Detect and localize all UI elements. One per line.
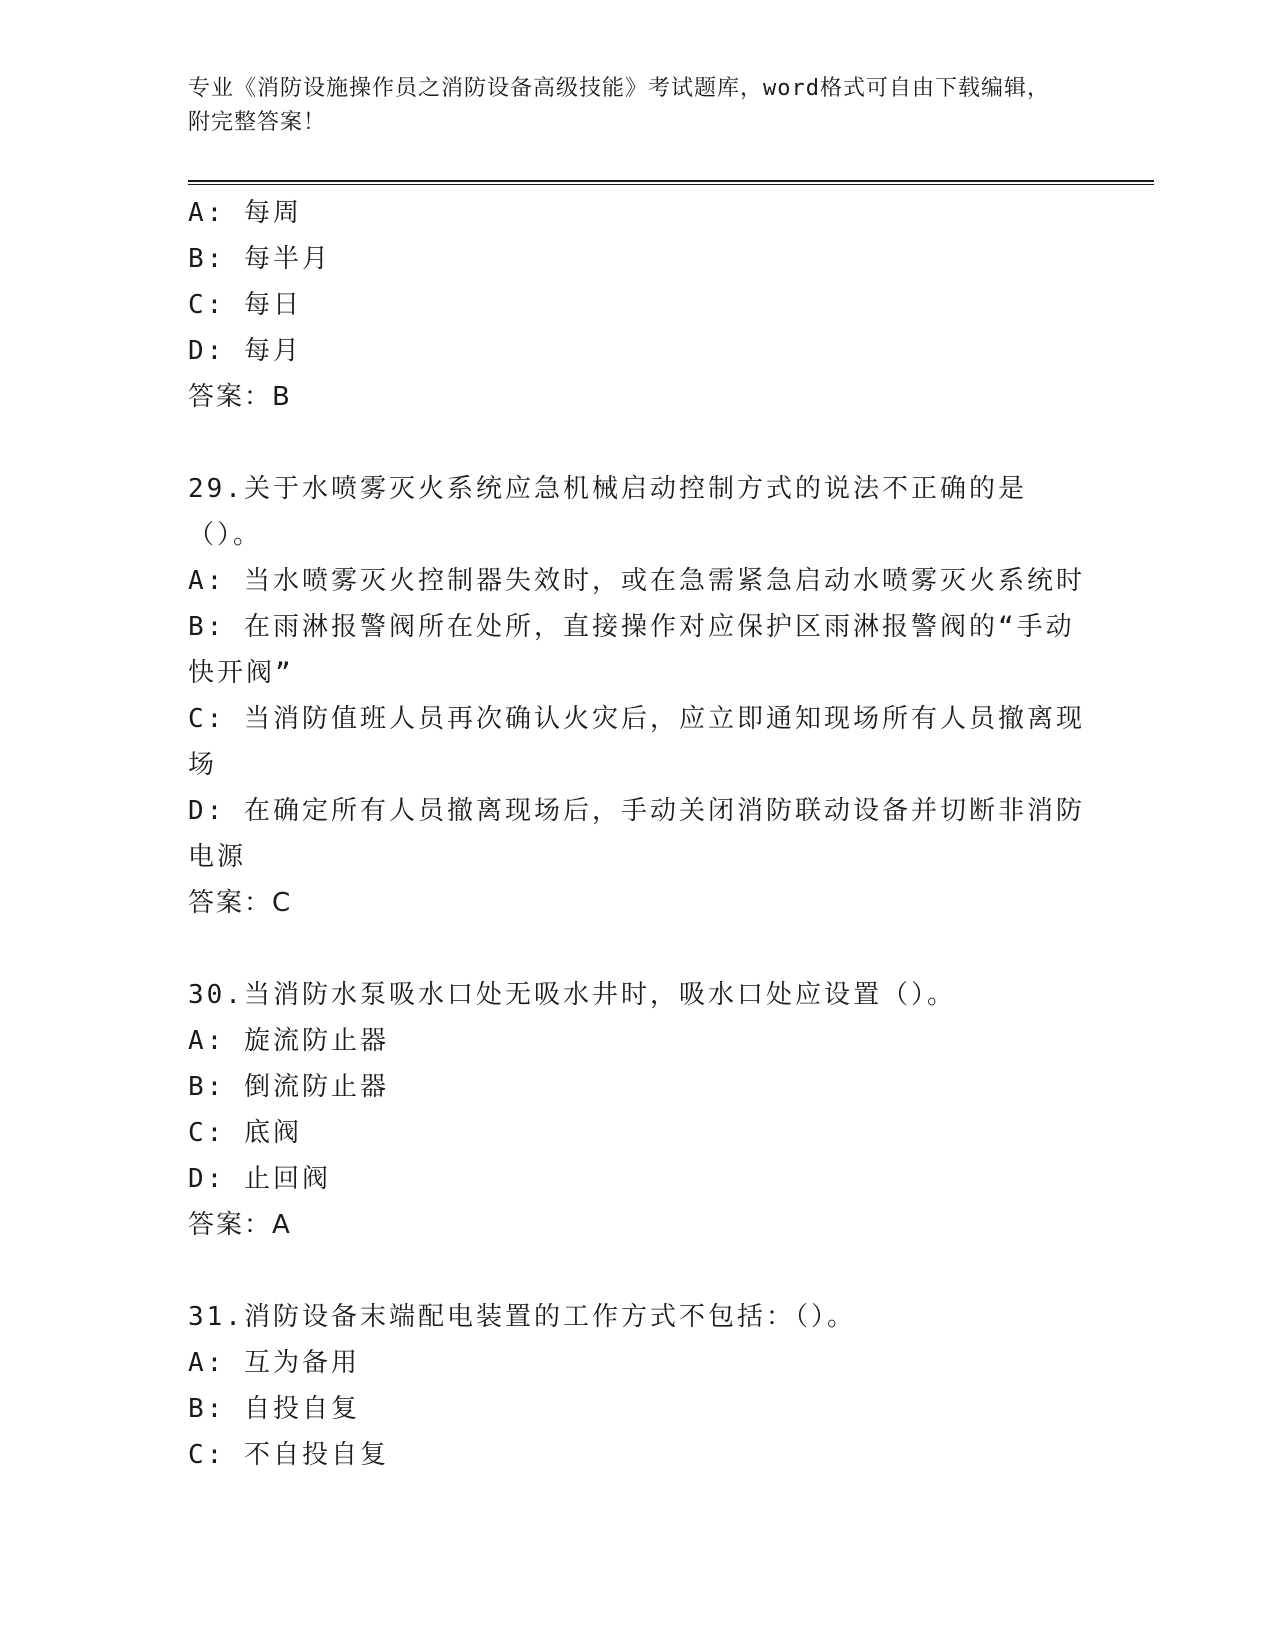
option-c: C: 当消防值班人员再次确认火灾后，应立即通知现场所有人员撤离现场 bbox=[188, 704, 1085, 780]
option-d: D: 每月 bbox=[188, 336, 302, 366]
option-b: B: 倒流防止器 bbox=[188, 1072, 389, 1102]
option-b: B: 每半月 bbox=[188, 244, 331, 274]
question-stem: 30.当消防水泵吸水口处无吸水井时，吸水口处应设置（）。 bbox=[188, 980, 956, 1010]
answer: 答案：A bbox=[188, 1210, 292, 1240]
question-29 bbox=[188, 466, 1088, 926]
answer: 答案：C bbox=[188, 888, 293, 918]
option-a: A: 当水喷雾灭火控制器失效时，或在急需紧急启动水喷雾灭火系统时 bbox=[188, 566, 1085, 596]
question-30 bbox=[188, 972, 1088, 1248]
question-stem: 31.消防设备末端配电装置的工作方式不包括：（）。 bbox=[188, 1302, 856, 1332]
question-28 bbox=[188, 190, 1088, 420]
option-c: C: 底阀 bbox=[188, 1118, 302, 1148]
answer: 答案：B bbox=[188, 382, 292, 412]
question-list bbox=[188, 190, 1088, 1478]
option-c: C: 每日 bbox=[188, 290, 302, 320]
spacer bbox=[188, 1248, 1088, 1294]
question-stem: 29.关于水喷雾灭火系统应急机械启动控制方式的说法不正确的是（）。 bbox=[188, 474, 1027, 550]
spacer bbox=[188, 420, 1088, 466]
option-a: A: 互为备用 bbox=[188, 1348, 360, 1378]
option-a: A: 旋流防止器 bbox=[188, 1026, 389, 1056]
header-divider bbox=[188, 180, 1154, 182]
option-b: B: 在雨淋报警阀所在处所，直接操作对应保护区雨淋报警阀的“手动快开阀” bbox=[188, 612, 1075, 688]
option-d: D: 在确定所有人员撤离现场后，手动关闭消防联动设备并切断非消防电源 bbox=[188, 796, 1085, 872]
document-header: 专业《消防设施操作员之消防设备高级技能》考试题库，word格式可自由下载编辑，附完整答案！ bbox=[188, 76, 1050, 135]
spacer bbox=[188, 926, 1088, 972]
question-31 bbox=[188, 1294, 1088, 1478]
option-a: A: 每周 bbox=[188, 198, 302, 228]
option-d: D: 止回阀 bbox=[188, 1164, 331, 1194]
option-c: C: 不自投自复 bbox=[188, 1440, 389, 1470]
option-b: B: 自投自复 bbox=[188, 1394, 360, 1424]
header-divider-thin bbox=[188, 184, 1154, 185]
